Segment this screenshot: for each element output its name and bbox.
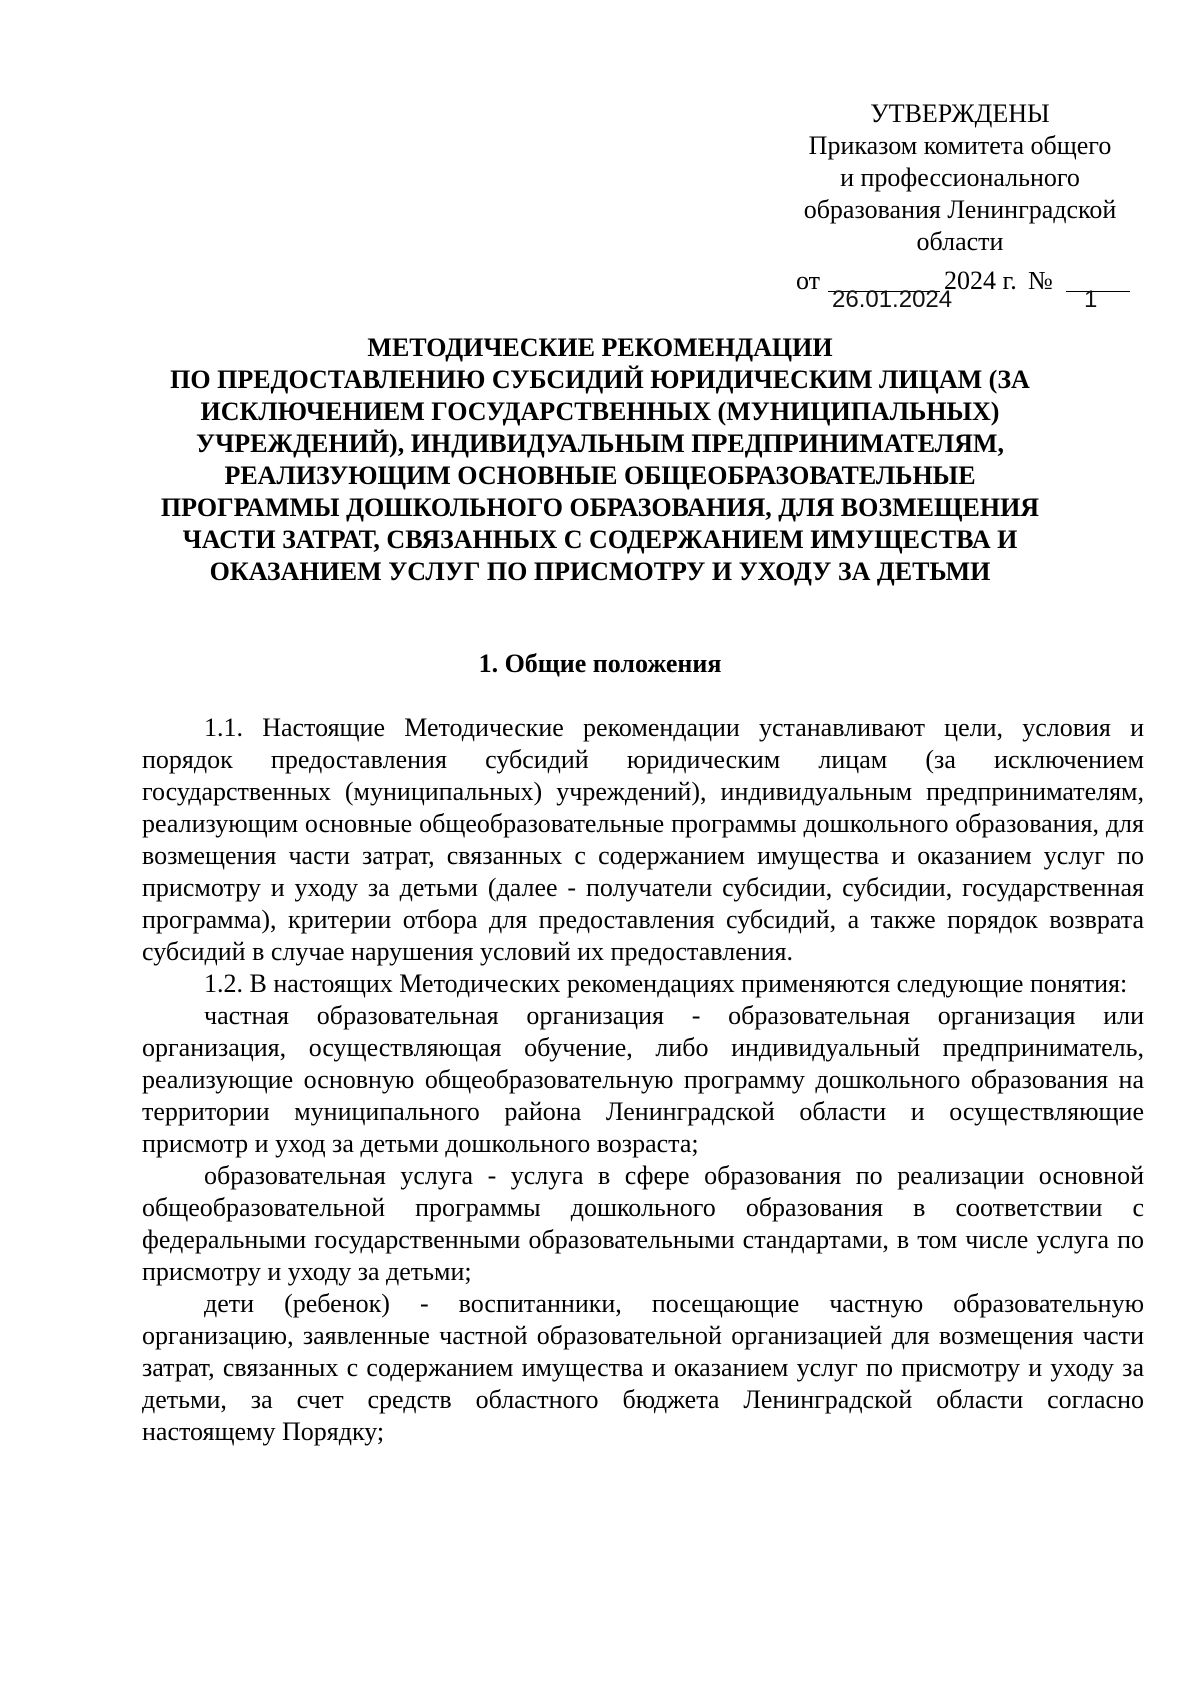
title-line: УЧРЕЖДЕНИЙ), ИНДИВИДУАЛЬНЫМ ПРЕДПРИНИМАТЕЛЯМ, [196,429,1004,458]
paragraph: образовательная услуга - услуга в сфере образования по реализации основной общеобразовательной программы дошкольного образования в соответствии с федеральными государственными образовательными стандартами, в том числе услуга по присмотру и уходу за детьми; [142,1161,1144,1286]
title-line: ПО ПРЕДОСТАВЛЕНИЮ СУБСИДИЙ ЮРИДИЧЕСКИМ ЛИЦАМ (ЗА [170,365,1030,394]
number-filled-value: 1 [1084,286,1098,313]
approval-line: образования Ленинградской [803,195,1117,224]
section-heading: 1. Общие положения [478,649,722,678]
paragraph: дети (ребенок) - воспитанники, посещающие частную образовательную организацию, заявленные частной образовательной организацией для возмещения части затрат, связанных с содержанием имущества и оказанием услуг по присмотру и уходу за детьми, за счет средств областного бюджета Ленинградской области согласно настоящему Порядку; [142,1289,1144,1446]
title-line: ЧАСТИ ЗАТРАТ, СВЯЗАННЫХ С СОДЕРЖАНИЕМ ИМУЩЕСТВА И [182,525,1018,554]
document-title [100,332,1100,588]
title-line: МЕТОДИЧЕСКИЕ РЕКОМЕНДАЦИИ [367,333,833,362]
title-line: ПРОГРАММЫ ДОШКОЛЬНОГО ОБРАЗОВАНИЯ, ДЛЯ ВОЗМЕЩЕНИЯ [160,493,1040,522]
number-blank-line [1066,291,1130,292]
paragraph: частная образовательная организация - образовательная организация или организация, осуществляющая обучение, либо индивидуальный предприниматель, реализующие основную общеобразовательную программу дошкольного образования на территории муниципального района Ленинградской области и осуществляющие присмотр и уход за детьми дошкольного возраста; [142,1001,1144,1158]
approval-heading: УТВЕРЖДЕНЫ [870,99,1050,128]
approval-block [790,98,1130,258]
paragraph: 1.2. В настоящих Методических рекомендациях применяются следующие понятия: [204,969,1128,998]
number-label: № [1028,266,1053,295]
title-line: ИСКЛЮЧЕНИЕМ ГОСУДАРСТВЕННЫХ (МУНИЦИПАЛЬНЫХ) [200,397,1000,426]
approval-line: Приказом комитета общего [808,131,1112,160]
paragraph: 1.1. Настоящие Методические рекомендации устанавливают цели, условия и порядок предоставления субсидий юридическим лицам (за исключением государственных (муниципальных) учреждений), индивидуальным предпринимателям, реализующим основные общеобразовательные программы дошкольного образования, для возмещения части затрат, связанных с содержанием имущества и оказанием услуг по присмотру и уходу за детьми (далее - получатели субсидии, субсидии, государственная программа), критерии отбора для предоставления субсидий, а также порядок возврата субсидий в случае нарушения условий их предоставления. [142,713,1144,966]
date-filled-value: 26.01.2024 [832,286,953,313]
body-text [142,712,1144,1448]
date-prefix: от [796,266,821,295]
title-line: ОКАЗАНИЕМ УСЛУГ ПО ПРИСМОТРУ И УХОДУ ЗА ДЕТЬМИ [209,557,991,586]
approval-line: и профессионального [840,163,1080,192]
title-line: РЕАЛИЗУЮЩИМ ОСНОВНЫЕ ОБЩЕОБРАЗОВАТЕЛЬНЫЕ [224,461,976,490]
approval-date-row [796,265,1136,325]
approval-line: области [916,227,1004,256]
date-year: 2024 г. [944,266,1017,295]
